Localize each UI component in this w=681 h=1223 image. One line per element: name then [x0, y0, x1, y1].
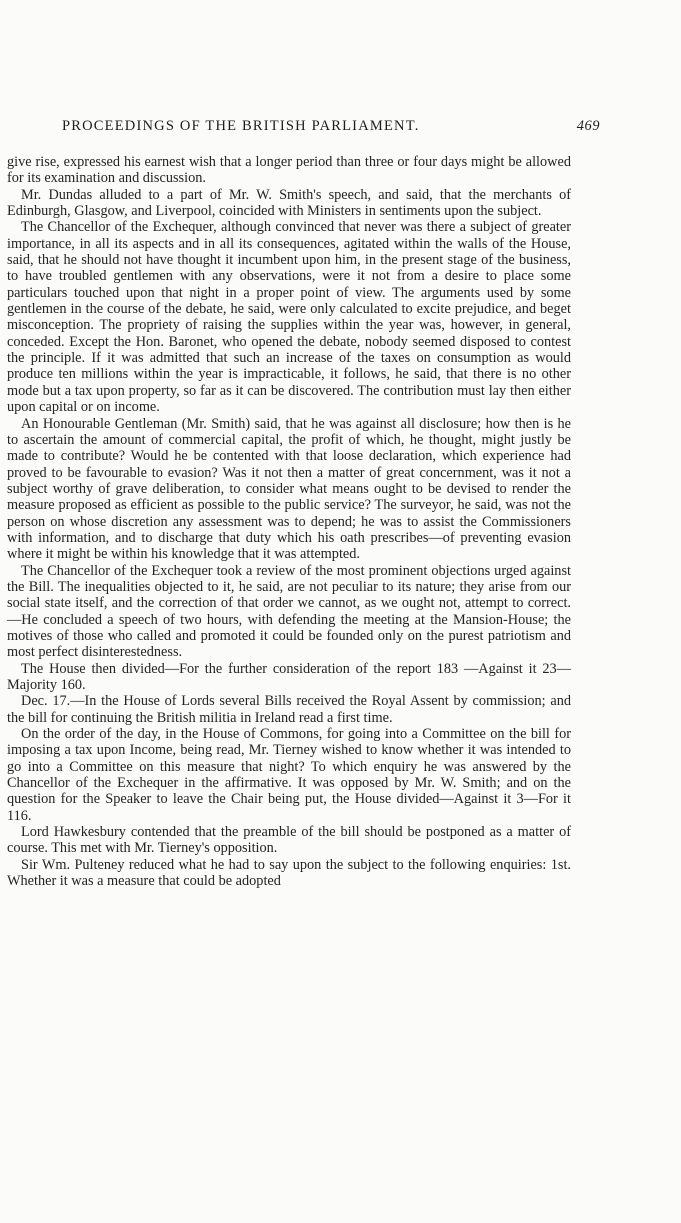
paragraph-hawkesbury: Lord Hawkesbury contended that the preamble of the bill should be postponed as a matter of course. This met with Mr. Tierney's opposition.	[7, 824, 571, 857]
paragraph-dundas: Mr. Dundas alluded to a part of Mr. W. Smith's speech, and said, that the merchants of Edinburgh, Glasgow, and Liverpool, coincided with Ministers in sentiments upon the subject.	[7, 186, 571, 220]
paragraph-chancellor-speech: The Chancellor of the Exchequer, although convinced that never was there a subject of greater importance, in all its aspects and in all its consequences, agitated within the walls of the House, said, that he should not have thought it incumbent upon him, in the present stage of the business, to have troubled gentlemen with any observations, were it not from a desire to place some particulars touched upon that night in a proper point of view. The arguments used by some gentlemen in the course of the debate, he said, were only calculated to excite prejudice, and beget misconception. The propriety of raising the supplies within the year was, however, in general, conceded. Except the Hon. Baronet, who opened the debate, nobody seemed disposed to contest the principle. If it was admitted that such an increase of the taxes on consumption as would produce ten millions within the year is impracticable, it follows, he said, that there is no other mode but a tax upon property, so far as it can be discovered. The contribution must lay then either upon capital or on income.	[7, 219, 571, 416]
paragraph-continuation: give rise, expressed his earnest wish that a longer period than three or four days might be allowed for its examination and discussion.	[7, 154, 571, 187]
paragraph-commons-income-tax: On the order of the day, in the House of Commons, for going into a Committee on the bill for imposing a tax upon Income, being read, Mr. Tierney wished to know whether it was intended to go into a Committee on this measure that night? To which enquiry he was answered by the Chancellor of the Exchequer in the affirmative. It was opposed by Mr. W. Smith; and on the question for the Speaker to leave the Chair being put, the House divided—Against it 3—For it 116.	[7, 726, 571, 824]
page-header	[40, 118, 600, 138]
body-text	[7, 154, 571, 889]
paragraph-smith-disclosure: An Honourable Gentleman (Mr. Smith) said, that he was against all disclosure; how then is he to ascertain the amount of commercial capital, the profit of which, he thought, might justly be made to contribute? Would he be contented with that loose declaration, which experience had proved to be favourable to evasion? Was it not then a matter of great concernment, was it not a subject worthy of grave deliberation, to consider what means ought to be devised to render the measure proposed as efficient as possible to the public service? The surveyor, he said, was not the person on whose discretion any assessment was to depend; he was to assist the Commissioners with information, and to discharge that duty which his oath prescribes—of preventing evasion where it might be within his knowledge that it was attempted.	[7, 415, 571, 563]
running-title: PROCEEDINGS OF THE BRITISH PARLIAMENT.	[62, 118, 420, 134]
paragraph-division-result: The House then divided—For the further consideration of the report 183 —Against it 23—Majority 160.	[7, 660, 571, 693]
page-number: 469	[576, 118, 600, 134]
paragraph-dec-17-lords: Dec. 17.—In the House of Lords several Bills received the Royal Assent by commission; and the bill for continuing the British militia in Ireland read a first time.	[7, 693, 571, 726]
paragraph-chancellor-review: The Chancellor of the Exchequer took a review of the most prominent objections urged against the Bill. The inequalities objected to it, he said, are not peculiar to its nature; they arise from our social state itself, and the correction of that order we cannot, as we ought not, attempt to correct.—He concluded a speech of two hours, with defending the meeting at the Mansion-House; the motives of those who called and promoted it could be founded only on the purest patriotism and most perfect disinterestedness.	[7, 562, 571, 661]
paragraph-pulteney: Sir Wm. Pulteney reduced what he had to say upon the subject to the following enquiries: 1st. Whether it was a measure that could be adopted	[7, 856, 571, 890]
